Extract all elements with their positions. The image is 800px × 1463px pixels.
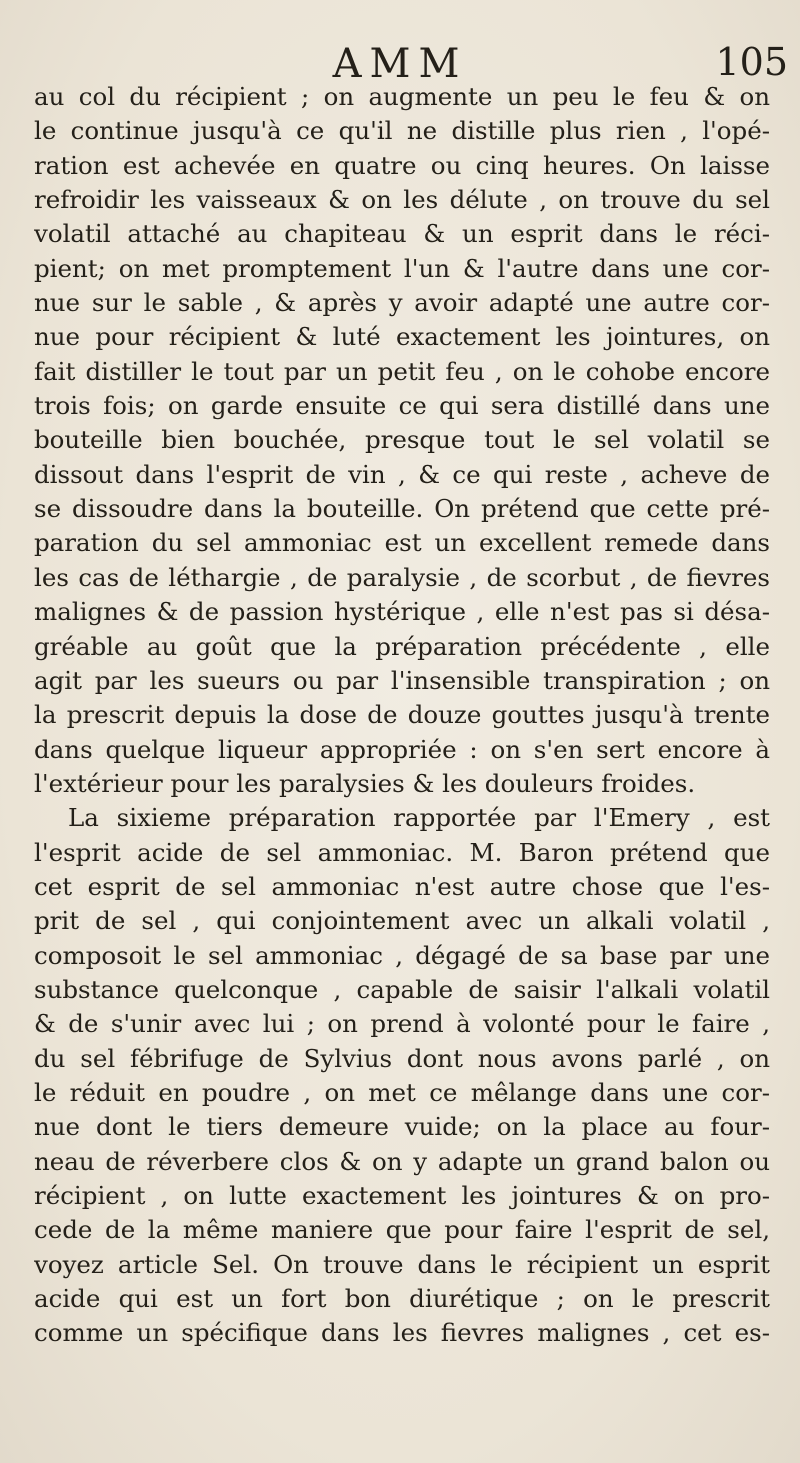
text-line: l'esprit acide de sel ammoniac. M. Baron prétend que [34, 837, 770, 867]
text-line: nue pour récipient & luté exactement les jointures, on [34, 322, 770, 352]
paragraph-start-line: La sixieme préparation rapportée par l'Emery , est [68, 803, 770, 833]
text-line: nue dont le tiers demeure vuide; on la place au four- [34, 1112, 770, 1142]
text-line: malignes & de passion hystérique , elle n'est pas si désa- [34, 597, 770, 627]
text-line: bouteille bien bouchée, presque tout le sel volatil se [34, 425, 770, 455]
text-line: gréable au goût que la préparation précédente , elle [34, 631, 770, 661]
page-number: 105 [715, 40, 788, 84]
text-line: agit par les sueurs ou par l'insensible transpiration ; on [34, 665, 770, 695]
text-line: neau de réverbere clos & on y adapte un grand balon ou [34, 1146, 770, 1176]
text-line: nue sur le sable , & après y avoir adapté une autre cor- [34, 288, 770, 318]
text-line: l'extérieur pour les paralysies & les douleurs froides. [34, 768, 696, 798]
running-title: AMM [332, 41, 468, 87]
text-line: le continue jusqu'à ce qu'il ne distille plus rien , l'opé- [34, 116, 770, 146]
text-line: voyez article Sel. On trouve dans le récipient un esprit [34, 1249, 770, 1279]
text-line: récipient , on lutte exactement les jointures & on pro- [34, 1181, 770, 1210]
text-line: dans quelque liqueur appropriée : on s'en sert encore à [34, 734, 770, 764]
text-line: le réduit en poudre , on met ce mêlange dans une cor- [34, 1077, 770, 1107]
text-line: au col du récipient ; on augmente un peu le feu & on [34, 82, 770, 111]
text-line: volatil attaché au chapiteau & un esprit dans le réci- [34, 219, 770, 249]
text-line: & de s'unir avec lui ; on prend à volonté pour le faire , [34, 1009, 770, 1039]
body-text [34, 80, 770, 1351]
text-line: acide qui est un fort bon diurétique ; on le prescrit [34, 1284, 770, 1314]
text-line: fait distiller le tout par un petit feu , on le cohobe encore [34, 356, 770, 386]
text-line: pient; on met promptement l'un & l'autre dans une cor- [34, 253, 770, 283]
text-line: se dissoudre dans la bouteille. On prétend que cette pré- [34, 494, 770, 524]
text-line: dissout dans l'esprit de vin , & ce qui reste , acheve de [34, 459, 770, 489]
text-line: comme un spécifique dans les fievres malignes , cet es- [34, 1318, 770, 1348]
text-line: composoit le sel ammoniac , dégagé de sa base par une [34, 940, 770, 970]
text-line: prit de sel , qui conjointement avec un alkali volatil , [34, 906, 770, 936]
text-line: du sel fébrifuge de Sylvius dont nous avons parlé , on [34, 1043, 770, 1073]
text-line: refroidir les vaisseaux & on les délute , on trouve du sel [34, 185, 770, 215]
text-line: cet esprit de sel ammoniac n'est autre chose que l'es- [34, 871, 770, 901]
text-line: substance quelconque , capable de saisir l'alkali volatil [34, 974, 770, 1004]
text-line: les cas de léthargie , de paralysie , de scorbut , de fievres [34, 562, 770, 592]
text-line: paration du sel ammoniac est un excellent remede dans [34, 528, 770, 558]
text-line: ration est achevée en quatre ou cinq heures. On laisse [34, 150, 770, 180]
text-line: cede de la même maniere que pour faire l'esprit de sel, [34, 1215, 770, 1245]
text-line: la prescrit depuis la dose de douze gouttes jusqu'à trente [34, 700, 770, 730]
text-line: trois fois; on garde ensuite ce qui sera distillé dans une [34, 391, 770, 421]
